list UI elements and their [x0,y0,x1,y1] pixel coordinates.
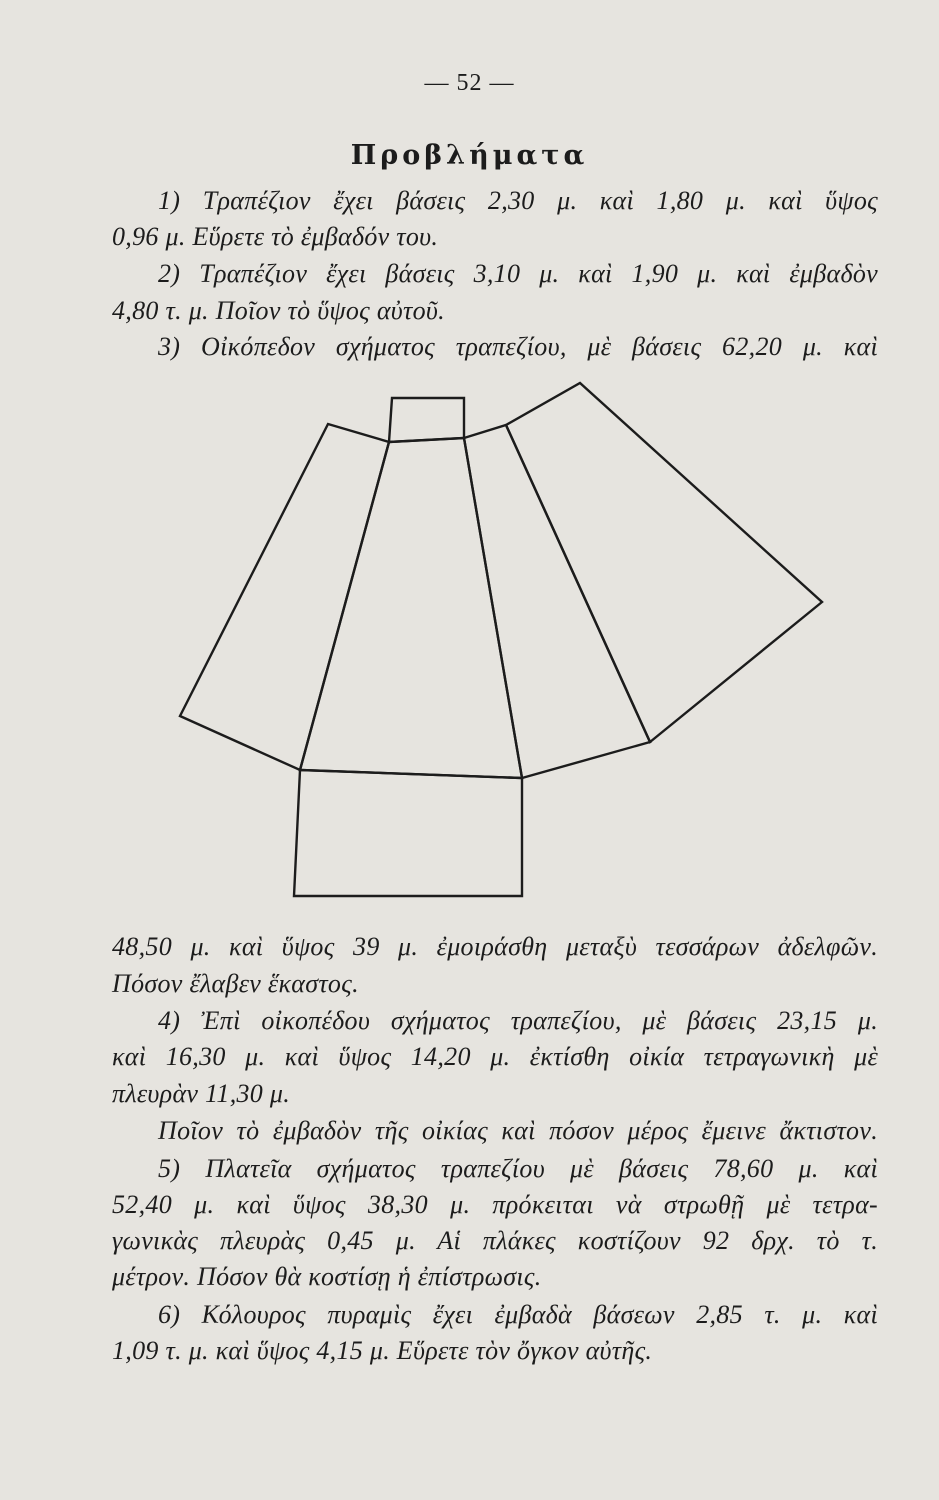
problem-5-line-2: 52,40 μ. καὶ ὕψος 38,30 μ. πρόκειται νὰ στρωθῇ μὲ τετρα- [112,1190,878,1219]
problem-2-line-1: 2) Τραπέζιον ἔχει βάσεις 3,10 μ. καὶ 1,90 μ. καὶ ἐμβαδὸν [158,259,878,288]
problem-4-line-3: πλευρὰν 11,30 μ. [112,1079,291,1108]
left-outer-face [180,424,389,770]
right-inner-face [464,425,650,778]
problem-5-line-1: 5) Πλατεῖα σχήματος τραπεζίου μὲ βάσεις 78,60 μ. καὶ [158,1154,878,1183]
section-heading: Προβλήματα [350,140,589,171]
problem-3-line-2: 48,50 μ. καὶ ὕψος 39 μ. ἐμοιράσθη μεταξὺ τεσσάρων ἀδελφῶν. [112,932,878,961]
problem-4-line-1: 4) Ἐπὶ οἰκοπέδου σχήματος τραπεζίου, μὲ βάσεις 23,15 μ. [158,1006,878,1035]
problem-5-line-4: μέτρον. Πόσον θὰ κοστίσῃ ἡ ἐπίστρωσις. [112,1262,542,1291]
bottom-square-face [294,770,522,896]
problem-6-line-1: 6) Κόλουρος πυραμὶς ἔχει ἐμβαδὰ βάσεων 2,85 τ. μ. καὶ [158,1300,878,1329]
trapezoid-net-diagram [170,380,830,910]
problem-3-line-3: Πόσον ἔλαβεν ἕκαστος. [112,969,359,998]
page-number: — 52 — [424,70,515,96]
problem-2-line-2: 4,80 τ. μ. Ποῖον τὸ ὕψος αὐτοῦ. [112,296,445,325]
problem-4-line-4: Ποῖον τὸ ἐμβαδὸν τῆς οἰκίας καὶ πόσον μέρος ἔμεινε ἄκτιστον. [158,1116,878,1145]
top-square-face [389,398,464,442]
problem-3-line-1: 3) Οἰκόπεδον σχήματος τραπεζίου, μὲ βάσεις 62,20 μ. καὶ [158,332,878,361]
right-outer-face [506,383,822,742]
problem-1-line-2: 0,96 μ. Εὕρετε τὸ ἐμβαδόν του. [112,222,439,251]
problem-5-line-3: γωνικὰς πλευρὰς 0,45 μ. Αἱ πλάκες κοστίζουν 92 δρχ. τὸ τ. [112,1226,878,1255]
left-inner-face [300,438,522,778]
problem-4-line-2: καὶ 16,30 μ. καὶ ὕψος 14,20 μ. ἐκτίσθη οἰκία τετραγωνικὴ μὲ [112,1042,878,1071]
problem-1-line-1: 1) Τραπέζιον ἔχει βάσεις 2,30 μ. καὶ 1,80 μ. καὶ ὕψος [158,186,878,215]
problem-6-line-2: 1,09 τ. μ. καὶ ὕψος 4,15 μ. Εὕρετε τὸν ὄγκον αὐτῆς. [112,1336,653,1365]
